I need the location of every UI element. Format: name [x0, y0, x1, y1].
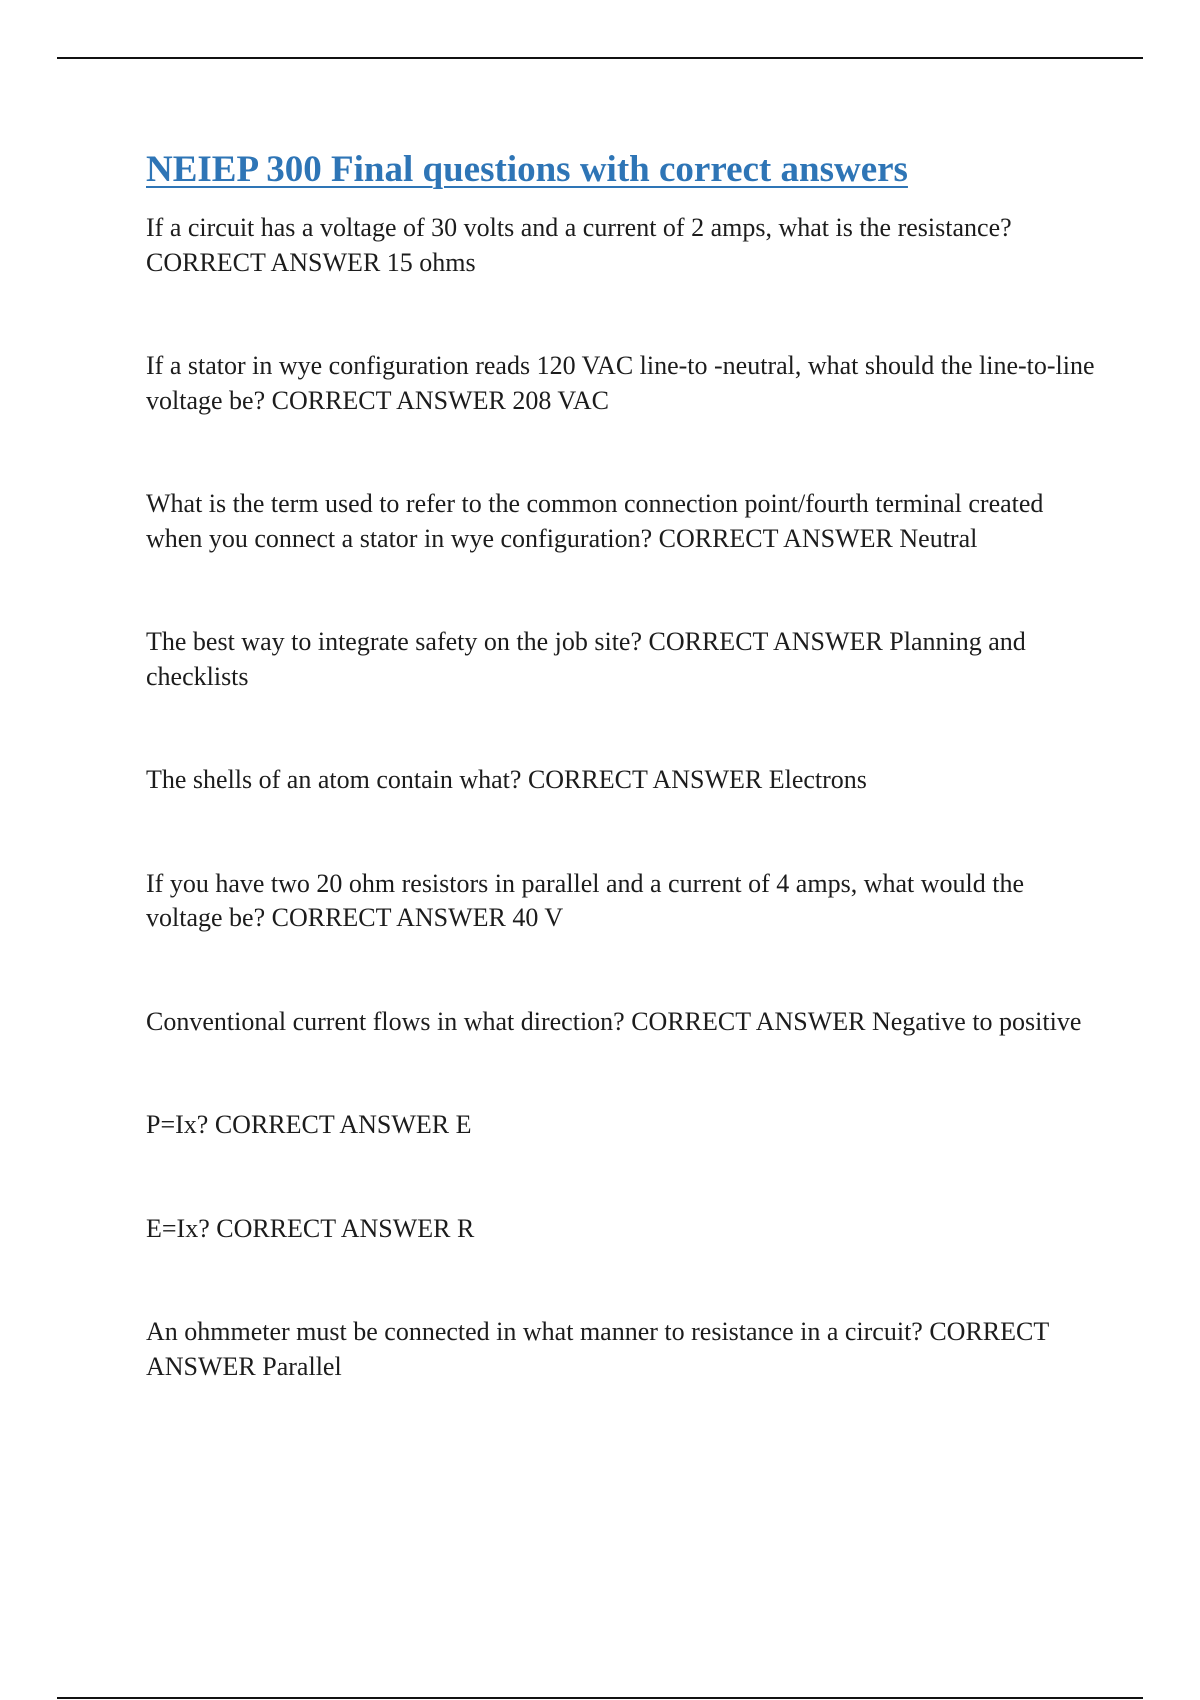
qa-item: Conventional current flows in what direction? CORRECT ANSWER Negative to positive	[146, 1006, 1082, 1036]
qa-item: If a stator in wye configuration reads 120 VAC line-to -neutral, what should the line-to-line voltage be? CORRECT ANSWER 208 VAC	[146, 351, 1095, 415]
qa-item: If you have two 20 ohm resistors in parallel and a current of 4 amps, what would the voltage be? CORRECT ANSWER 40 V	[146, 868, 1024, 932]
document-title: NEIEP 300 Final questions with correct answers	[146, 149, 908, 190]
qa-item: An ohmmeter must be connected in what manner to resistance in a circuit? CORRECT ANSWER Parallel	[146, 1317, 1049, 1381]
bottom-divider	[57, 1697, 1143, 1699]
document-body	[146, 140, 1106, 1384]
qa-item: If a circuit has a voltage of 30 volts and a current of 2 amps, what is the resistance? CORRECT ANSWER 15 ohms	[146, 213, 1012, 277]
qa-list	[146, 211, 1106, 1384]
qa-item: The best way to integrate safety on the job site? CORRECT ANSWER Planning and checklists	[146, 627, 1026, 691]
qa-item: The shells of an atom contain what? CORRECT ANSWER Electrons	[146, 765, 867, 794]
qa-item: What is the term used to refer to the common connection point/fourth terminal created when you connect a stator in wye configuration? CORRECT ANSWER Neutral	[146, 489, 1044, 553]
qa-item: E=Ix? CORRECT ANSWER R	[146, 1213, 475, 1243]
top-divider	[57, 57, 1143, 59]
qa-item: P=Ix? CORRECT ANSWER E	[146, 1110, 472, 1139]
